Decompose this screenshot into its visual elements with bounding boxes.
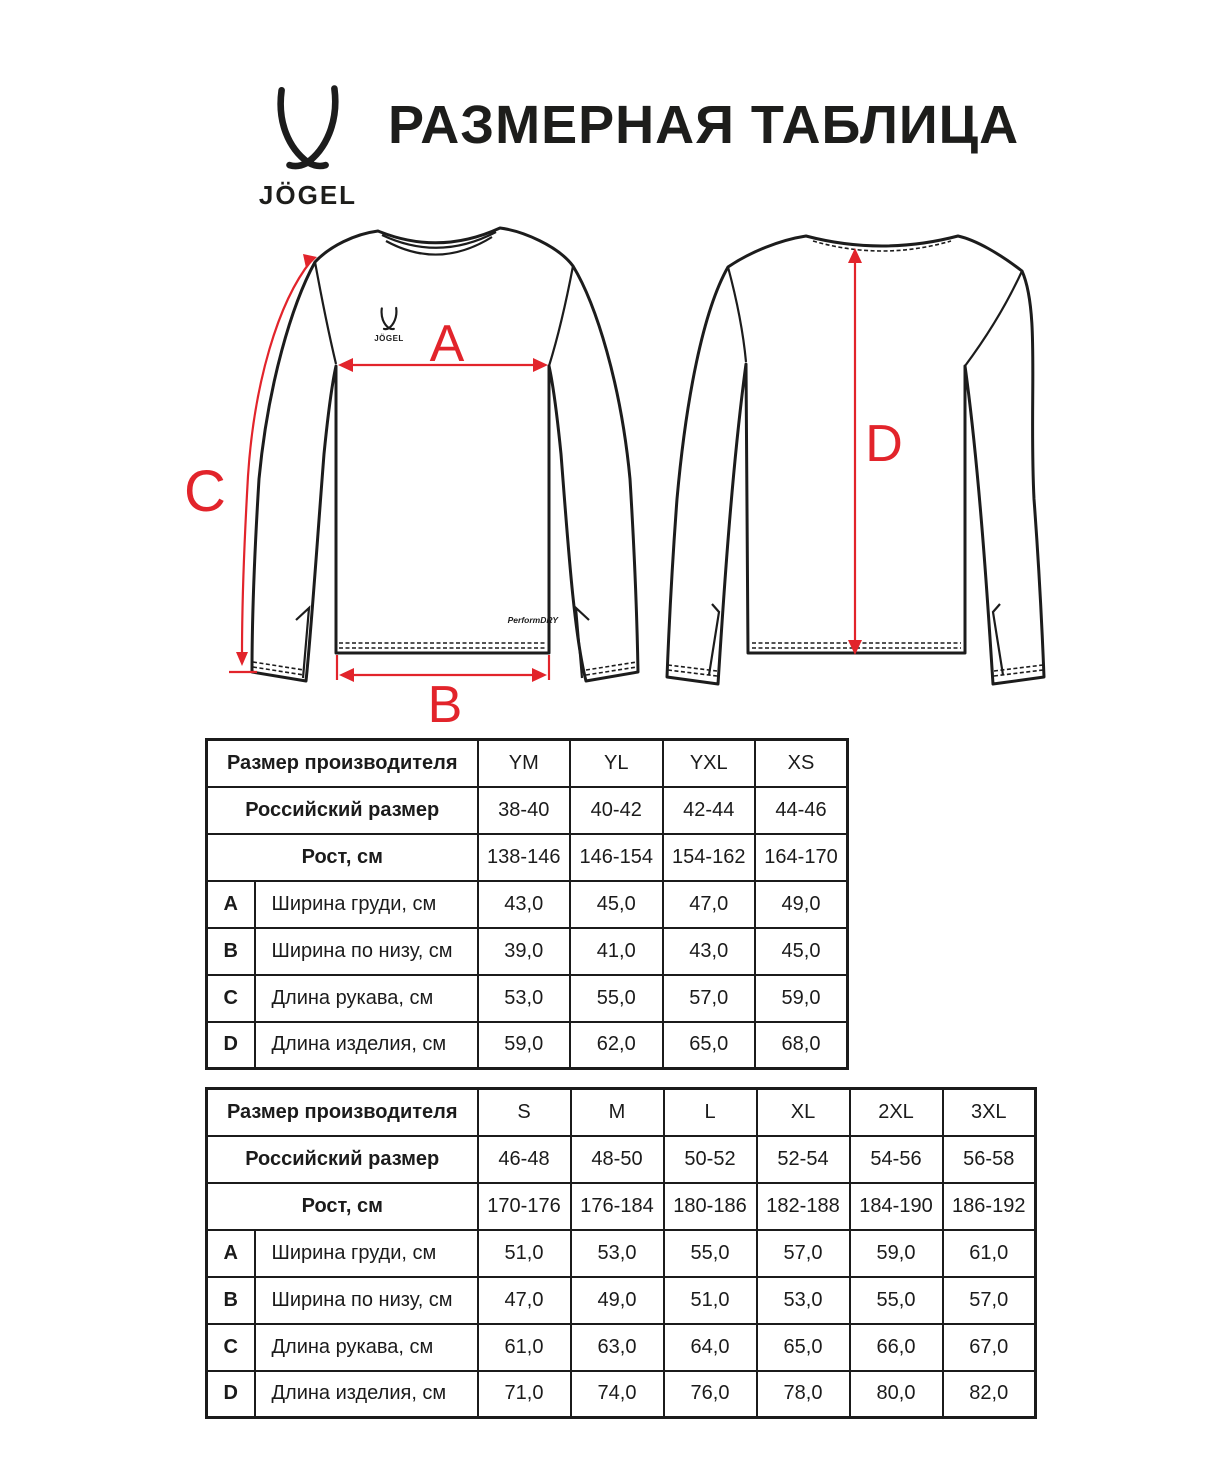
size-value: 56-58 [943,1136,1036,1183]
size-value: 44-46 [755,787,848,834]
measure-value: 82,0 [943,1371,1036,1418]
size-value: 54-56 [850,1136,943,1183]
measure-value: 78,0 [757,1371,850,1418]
size-value: 48-50 [571,1136,664,1183]
measure-letter: D [207,1022,255,1069]
header-row [207,1136,1036,1183]
measure-value: 49,0 [755,881,848,928]
size-value: XL [757,1089,850,1136]
label-c: C [184,459,226,524]
size-value: 50-52 [664,1136,757,1183]
garment-back-diagram [667,236,1044,684]
measure-value: 53,0 [757,1277,850,1324]
measure-value: 45,0 [570,881,663,928]
measure-value: 45,0 [755,928,848,975]
size-value: YL [570,740,663,787]
size-value: XS [755,740,848,787]
measure-value: 47,0 [478,1277,571,1324]
size-value: 154-162 [663,834,756,881]
label-d: D [865,415,903,473]
measure-label: Длина изделия, см [255,1371,478,1418]
measure-label: Ширина по низу, см [255,1277,478,1324]
measure-value: 74,0 [571,1371,664,1418]
size-value: S [478,1089,571,1136]
measure-value: 47,0 [663,881,756,928]
measure-letter: D [207,1371,255,1418]
measure-value: 51,0 [664,1277,757,1324]
header-row [207,740,848,787]
size-value: 146-154 [570,834,663,881]
measure-label: Длина рукава, см [255,1324,478,1371]
measure-value: 80,0 [850,1371,943,1418]
measure-value: 61,0 [478,1324,571,1371]
size-value: 52-54 [757,1136,850,1183]
measure-value: 62,0 [570,1022,663,1069]
size-value: 180-186 [664,1183,757,1230]
measure-letter: B [207,928,255,975]
measure-value: 61,0 [943,1230,1036,1277]
size-value: 182-188 [757,1183,850,1230]
measure-label: Ширина груди, см [255,1230,478,1277]
header-row [207,1183,1036,1230]
fabric-label: PerformDRY [507,615,558,625]
size-value: YM [478,740,571,787]
header-row [207,787,848,834]
measure-row [207,1230,1036,1277]
measure-value: 57,0 [757,1230,850,1277]
row-label: Размер производителя [207,740,478,787]
measure-label: Ширина по низу, см [255,928,478,975]
size-value: 164-170 [755,834,848,881]
measure-value: 76,0 [664,1371,757,1418]
size-value: 42-44 [663,787,756,834]
measure-value: 59,0 [755,975,848,1022]
measure-label: Длина изделия, см [255,1022,478,1069]
measure-value: 53,0 [571,1230,664,1277]
measure-row [207,881,848,928]
measure-value: 39,0 [478,928,571,975]
row-label: Российский размер [207,1136,478,1183]
measure-value: 57,0 [943,1277,1036,1324]
measure-value: 63,0 [571,1324,664,1371]
measure-value: 41,0 [570,928,663,975]
measure-value: 53,0 [478,975,571,1022]
measure-value: 55,0 [664,1230,757,1277]
measure-row [207,928,848,975]
measure-value: 51,0 [478,1230,571,1277]
size-value: 170-176 [478,1183,571,1230]
garment-diagrams [0,213,1230,735]
row-label: Российский размер [207,787,478,834]
row-label: Размер производителя [207,1089,478,1136]
measure-value: 71,0 [478,1371,571,1418]
size-value: 184-190 [850,1183,943,1230]
measure-value: 49,0 [571,1277,664,1324]
measure-value: 68,0 [755,1022,848,1069]
label-b: B [427,676,463,734]
header-row [207,834,848,881]
measure-letter: A [207,1230,255,1277]
measure-row [207,1371,1036,1418]
garment-front-diagram [184,228,638,734]
measure-label: Длина рукава, см [255,975,478,1022]
measure-value: 57,0 [663,975,756,1022]
size-value: 2XL [850,1089,943,1136]
measure-value: 43,0 [663,928,756,975]
brand-logo [250,82,366,211]
chest-wordmark: JÖGEL [374,334,404,343]
measure-value: 65,0 [757,1324,850,1371]
size-value: L [664,1089,757,1136]
page-title: РАЗМЕРНАЯ ТАБЛИЦА [388,95,1020,155]
jogel-logo-icon [264,82,352,176]
size-value: 46-48 [478,1136,571,1183]
row-label: Рост, см [207,834,478,881]
measure-value: 59,0 [850,1230,943,1277]
row-label: Рост, см [207,1183,478,1230]
size-value: 38-40 [478,787,571,834]
measure-row [207,1022,848,1069]
measure-value: 43,0 [478,881,571,928]
size-table-adult [205,1087,1037,1419]
size-value: 138-146 [478,834,571,881]
size-value: 40-42 [570,787,663,834]
measure-row [207,975,848,1022]
brand-wordmark: JÖGEL [258,180,358,210]
measure-value: 55,0 [570,975,663,1022]
measure-value: 64,0 [664,1324,757,1371]
size-value: M [571,1089,664,1136]
measure-letter: B [207,1277,255,1324]
measure-value: 55,0 [850,1277,943,1324]
header-row [207,1089,1036,1136]
measure-letter: C [207,975,255,1022]
size-table-youth [205,738,849,1070]
measure-value: 67,0 [943,1324,1036,1371]
size-value: YXL [663,740,756,787]
size-value: 186-192 [943,1183,1036,1230]
bottom-width-arrow [337,655,549,734]
size-value: 176-184 [571,1183,664,1230]
label-a: A [429,315,465,373]
measure-value: 65,0 [663,1022,756,1069]
measure-letter: C [207,1324,255,1371]
measure-value: 66,0 [850,1324,943,1371]
measure-row [207,1324,1036,1371]
measure-value: 59,0 [478,1022,571,1069]
measure-row [207,1277,1036,1324]
measure-label: Ширина груди, см [255,881,478,928]
size-value: 3XL [943,1089,1036,1136]
measure-letter: A [207,881,255,928]
